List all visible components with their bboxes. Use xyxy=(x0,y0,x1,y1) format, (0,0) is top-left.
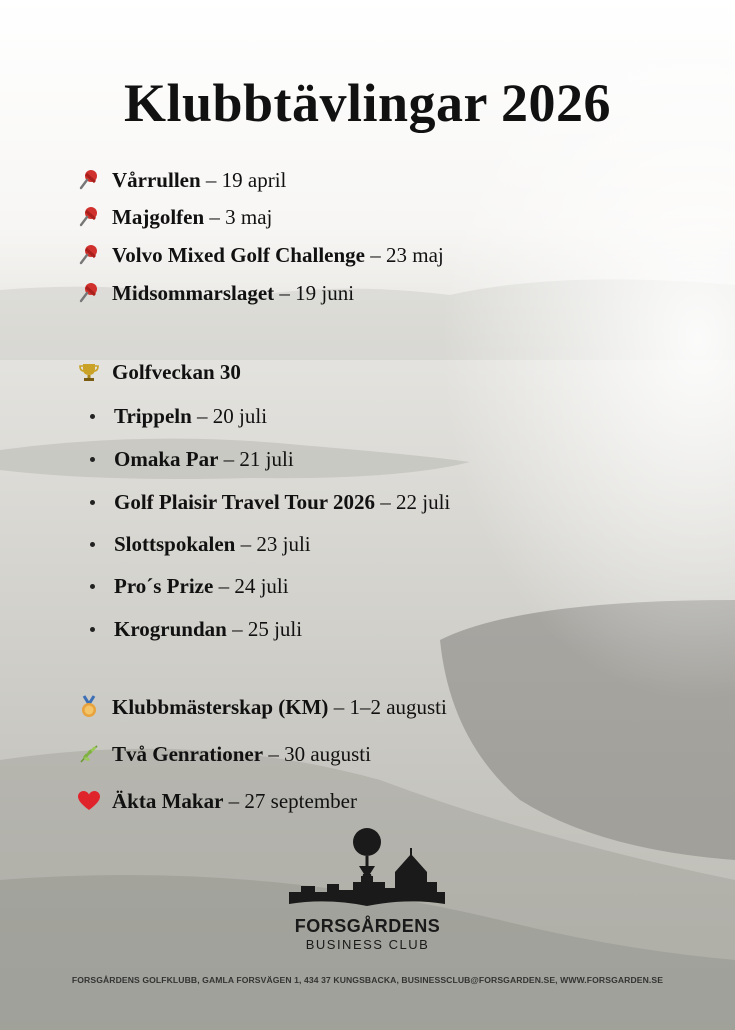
list-item xyxy=(76,167,286,193)
list-item xyxy=(76,280,354,306)
event-name: Två Genrationer xyxy=(112,742,264,766)
event-date: – 25 juli xyxy=(232,617,303,641)
event-name: Omaka Par xyxy=(114,447,219,471)
event-date: – 19 juni xyxy=(279,281,355,305)
pushpin-icon xyxy=(76,242,102,268)
page-title: Klubbtävlingar 2026 xyxy=(123,73,612,133)
bullet-icon xyxy=(90,500,95,505)
event-date: – 27 september xyxy=(228,789,357,813)
list-item xyxy=(90,616,302,642)
event-date: – 20 juli xyxy=(197,404,268,428)
pushpin-icon xyxy=(76,204,102,230)
heart-icon xyxy=(76,788,102,814)
section-heading xyxy=(76,359,241,385)
event-date: – 30 augusti xyxy=(268,742,371,766)
event-date: – 23 maj xyxy=(370,243,444,267)
list-item xyxy=(90,446,294,472)
event-date: – 3 maj xyxy=(209,205,273,229)
footer-contact: FORSGÅRDENS GOLFKLUBB, GAMLA FORSVÄGEN 1, 434 37 KUNGSBACKA, BUSINESSCLUB@FORSGARDEN.SE, WWW.FORSGARDEN.SE xyxy=(71,975,664,985)
event-date: – 24 juli xyxy=(218,574,289,598)
event-name: Klubbmästerskap (KM) xyxy=(112,695,329,719)
event-name: Pro´s Prize xyxy=(114,574,214,598)
pushpin-icon xyxy=(76,280,102,306)
list-item xyxy=(90,489,450,515)
bullet-icon xyxy=(90,584,95,589)
bullet-icon xyxy=(90,457,95,462)
logo-name: FORSGÅRDENS xyxy=(294,916,441,936)
event-name: Golf Plaisir Travel Tour 2026 xyxy=(114,490,375,514)
event-date: – 1–2 augusti xyxy=(333,695,447,719)
event-name: Majgolfen xyxy=(112,205,205,229)
event-name: Midsommarslaget xyxy=(112,281,275,305)
trophy-icon xyxy=(76,359,102,385)
list-item xyxy=(76,204,272,230)
event-name: Krogrundan xyxy=(114,617,227,641)
section-title: Golfveckan 30 xyxy=(112,360,241,384)
leaf-icon xyxy=(76,741,102,767)
list-item xyxy=(76,242,444,268)
bullet-icon xyxy=(90,627,95,632)
event-name: Äkta Makar xyxy=(112,789,224,813)
list-item xyxy=(90,531,311,557)
event-date: – 23 juli xyxy=(240,532,311,556)
event-date: – 19 april xyxy=(205,168,287,192)
list-item xyxy=(76,694,447,720)
bullet-icon xyxy=(90,414,95,419)
event-name: Volvo Mixed Golf Challenge xyxy=(112,243,365,267)
medal-icon xyxy=(76,694,102,720)
event-name: Slottspokalen xyxy=(114,532,236,556)
logo-subtitle: BUSINESS CLUB xyxy=(305,937,430,952)
list-item xyxy=(76,788,357,814)
event-name: Trippeln xyxy=(114,404,192,428)
list-item xyxy=(76,741,371,767)
event-name: Vårrullen xyxy=(112,168,201,192)
event-date: – 21 juli xyxy=(223,447,294,471)
bullet-icon xyxy=(90,542,95,547)
list-item xyxy=(90,573,289,599)
pushpin-icon xyxy=(76,167,102,193)
list-item xyxy=(90,403,267,429)
event-date: – 22 juli xyxy=(380,490,451,514)
